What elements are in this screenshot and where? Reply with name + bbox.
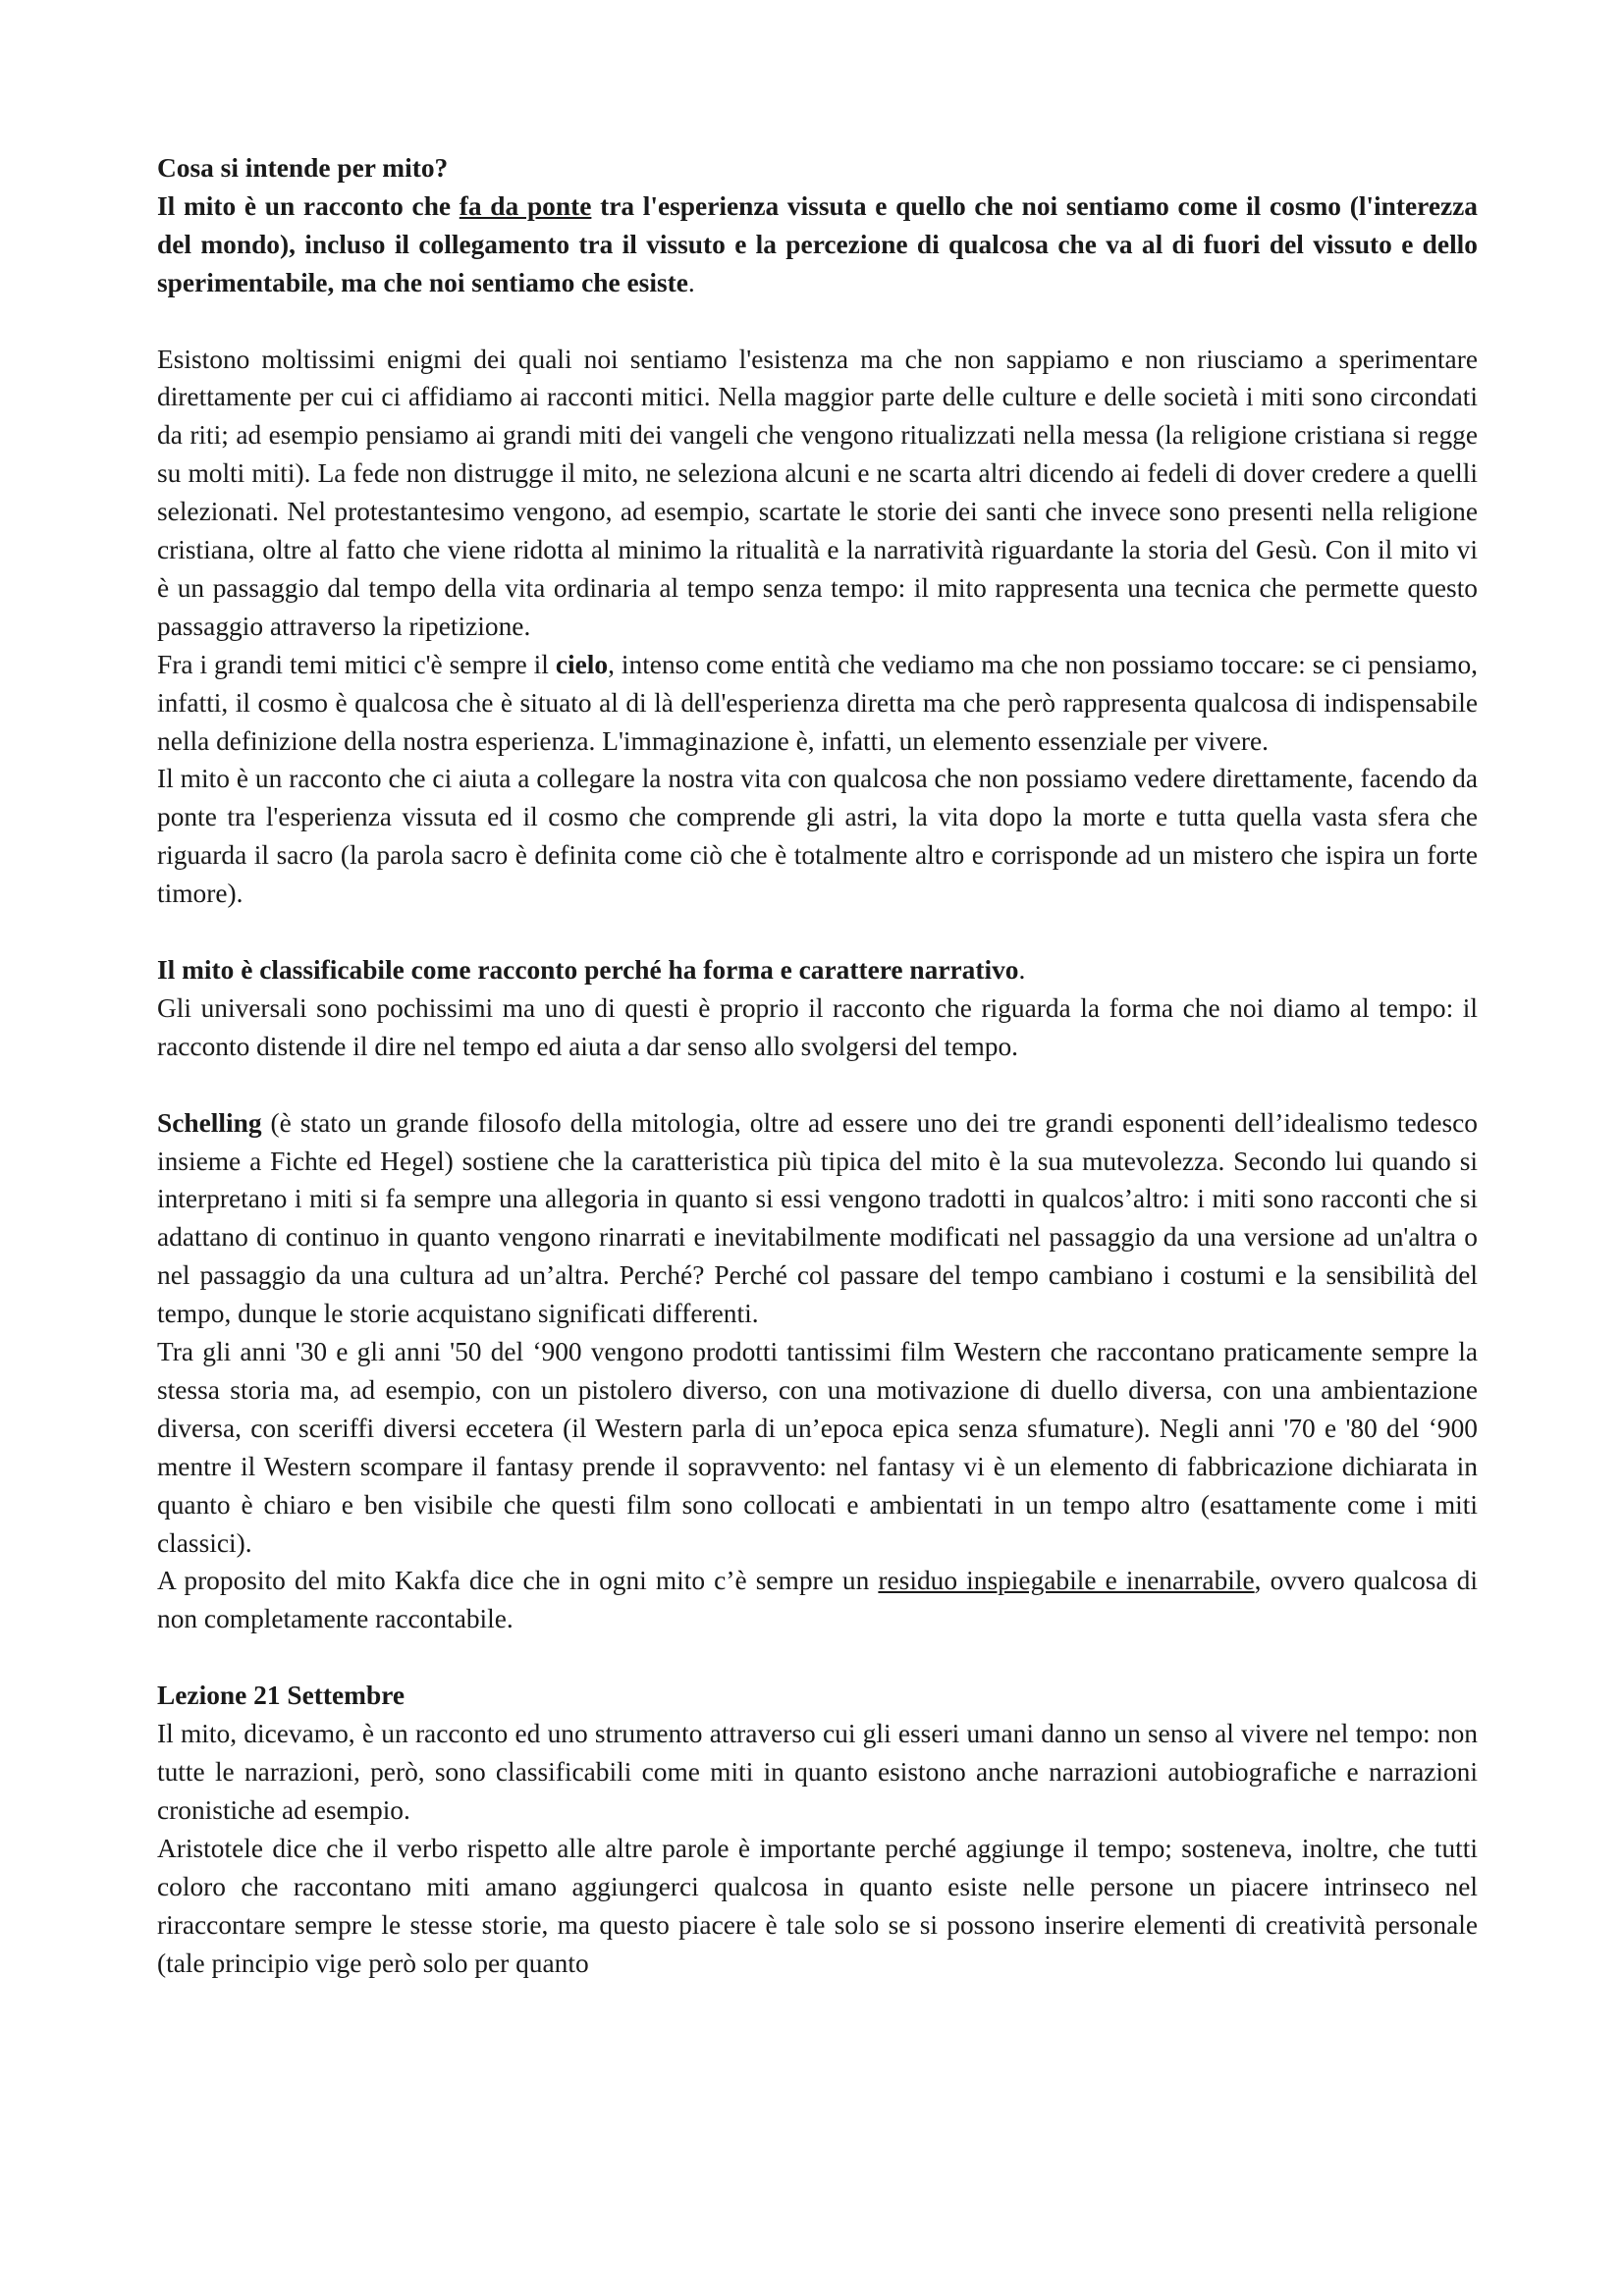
title-text: Cosa si intende per mito?: [157, 153, 449, 183]
paragraph-gap: [157, 1638, 1478, 1677]
racconto-heading: Il mito è classificabile come racconto perché ha forma e carattere narrativo: [157, 955, 1019, 985]
paragraph-cielo: [157, 646, 1478, 761]
cielo-text-a: Fra i grandi temi mitici c'è sempre il: [157, 649, 556, 679]
intro-text-b: tra l'esperienza vissuta e quello che noi sentiamo come il cosmo (l'interezza del mondo), incluso il collegamento tra il vissuto e la percezione di qualcosa che va al di fuori del vissuto e dello sperimentabile, ma che noi sentiamo che esiste: [157, 190, 1478, 297]
paragraph-enigmi: Esistono moltissimi enigmi dei quali noi sentiamo l'esistenza ma che non sappiamo e non riusciamo a sperimentare direttamente per cui ci affidiamo ai racconti mitici. Nella maggior parte delle culture e delle società i miti sono circondati da riti; ad esempio pensiamo ai grandi miti dei vangeli che vengono ritualizzati nella messa (la religione cristiana si regge su molti miti). La fede non distrugge il mito, ne seleziona alcuni e ne scarta altri dicendo ai fedeli di dover credere a quelli selezionati. Nel protestantesimo vengono, ad esempio, scartate le storie dei santi che invece sono presenti nella religione cristiana, oltre al fatto che viene ridotta al minimo la ritualità e la narratività riguardante la storia del Gesù. Con il mito vi è un passaggio dal tempo della vita ordinaria al tempo senza tempo: il mito rappresenta una tecnica che permette questo passaggio attraverso la ripetizione.: [157, 344, 1478, 641]
schelling-bold: Schelling: [157, 1107, 262, 1138]
paragraph-gap: [157, 913, 1478, 951]
lesson-heading-text: Lezione 21 Settembre: [157, 1681, 406, 1711]
intro-text-a: Il mito è un racconto che: [157, 190, 460, 221]
paragraph-western: Tra gli anni '30 e gli anni '50 del ‘900 vengono prodotti tantissimi film Western che raccontano praticamente sempre la stessa storia ma, ad esempio, con un pistolero diverso, con una motivazione di duello diversa, con una ambientazione diversa, con sceriffi diversi eccetera (il Western parla di un’epoca epica senza sfumature). Negli anni '70 e '80 del ‘900 mentre il Western scompare il fantasy prende il sopravvento: nel fantasy vi è un elemento di fabbricazione dichiarata in quanto è chiaro e ben visibile che questi film sono collocati e ambientati in un tempo altro (esattamente come i miti classici).: [157, 1337, 1478, 1558]
paragraph-aristotele: Aristotele dice che il verbo rispetto alle altre parole è importante perché aggiunge il tempo; sosteneva, inoltre, che tutti coloro che raccontano miti amano aggiungerci qualcosa in quanto esiste nelle persone un piacere intrinseco nel riraccontare sempre le stesse storie, ma questo piacere è tale solo se si possono inserire elementi di creatività personale (tale principio vige però solo per quanto: [157, 1833, 1478, 1978]
paragraph-universali: Gli universali sono pochissimi ma uno di questi è proprio il racconto che riguarda la forma che noi diamo al tempo: il racconto distende il dire nel tempo ed aiuta a dar senso allo svolgersi del tempo.: [157, 992, 1478, 1061]
intro-period: .: [687, 267, 695, 297]
document-page: [157, 149, 1478, 1982]
lesson-heading: [157, 1677, 1478, 1715]
paragraph-gap: [157, 302, 1478, 341]
schelling-text: (è stato un grande filosofo della mitologia, oltre ad essere uno dei tre grandi esponenti dell’idealismo tedesco insieme a Fichte ed Hegel) sostiene che la caratteristica più tipica del mito è la sua mutevolezza. Secondo lui quando si interpretano i miti si fa sempre una allegoria in quanto si essi vengono tradotti in qualcos’altro: i miti sono racconti che si adattano di continuo in quanto vengono rinarrati e inevitabilmente modificati nel passaggio da una versione ad un'altra o nel passaggio da una cultura ad un’altra. Perché? Perché col passare del tempo cambiano i costumi e la sensibilità del tempo, dunque le storie acquistano significati differenti.: [157, 1107, 1478, 1329]
paragraph-strumento: Il mito, dicevamo, è un racconto ed uno strumento attraverso cui gli esseri umani danno un senso al vivere nel tempo: non tutte le narrazioni, però, sono classificabili come miti in quanto esistono anche narrazioni autobiografiche e narrazioni cronistiche ad esempio.: [157, 1719, 1478, 1825]
racconto-heading-period: .: [1018, 955, 1026, 985]
section-racconto: [157, 951, 1478, 1066]
cielo-text-b: , intenso come entità che vediamo ma che non possiamo toccare: se ci pensiamo, infatti, il cosmo è qualcosa che è situato al di là dell'esperienza diretta ma che però rappresenta qualcosa di indispensabile nella definizione della nostra esperienza. L'immaginazione è, infatti, un elemento essenziale per vivere.: [157, 649, 1478, 756]
kafka-text-a: A proposito del mito Kakfa dice che in ogni mito c’è sempre un: [157, 1566, 879, 1596]
underlined-phrase: fa da ponte: [459, 190, 592, 221]
paragraph-gap: [157, 1066, 1478, 1104]
paragraph-kafka: [157, 1562, 1478, 1638]
paragraph-schelling: [157, 1104, 1478, 1333]
cielo-bold: cielo: [555, 649, 609, 679]
section-title-mito: [157, 149, 1478, 302]
kafka-underlined: residuo inspiegabile e inenarrabile: [878, 1566, 1255, 1596]
kafka-text-b: , ovvero qualcosa di non completamente raccontabile.: [157, 1566, 1478, 1634]
paragraph-ponte: Il mito è un racconto che ci aiuta a collegare la nostra vita con qualcosa che non possiamo vedere direttamente, facendo da ponte tra l'esperienza vissuta ed il cosmo che comprende gli astri, la vita dopo la morte e tutta quella vasta sfera che riguarda il sacro (la parola sacro è definita come ciò che è totalmente altro e corrisponde ad un mistero che ispira un forte timore).: [157, 764, 1478, 909]
